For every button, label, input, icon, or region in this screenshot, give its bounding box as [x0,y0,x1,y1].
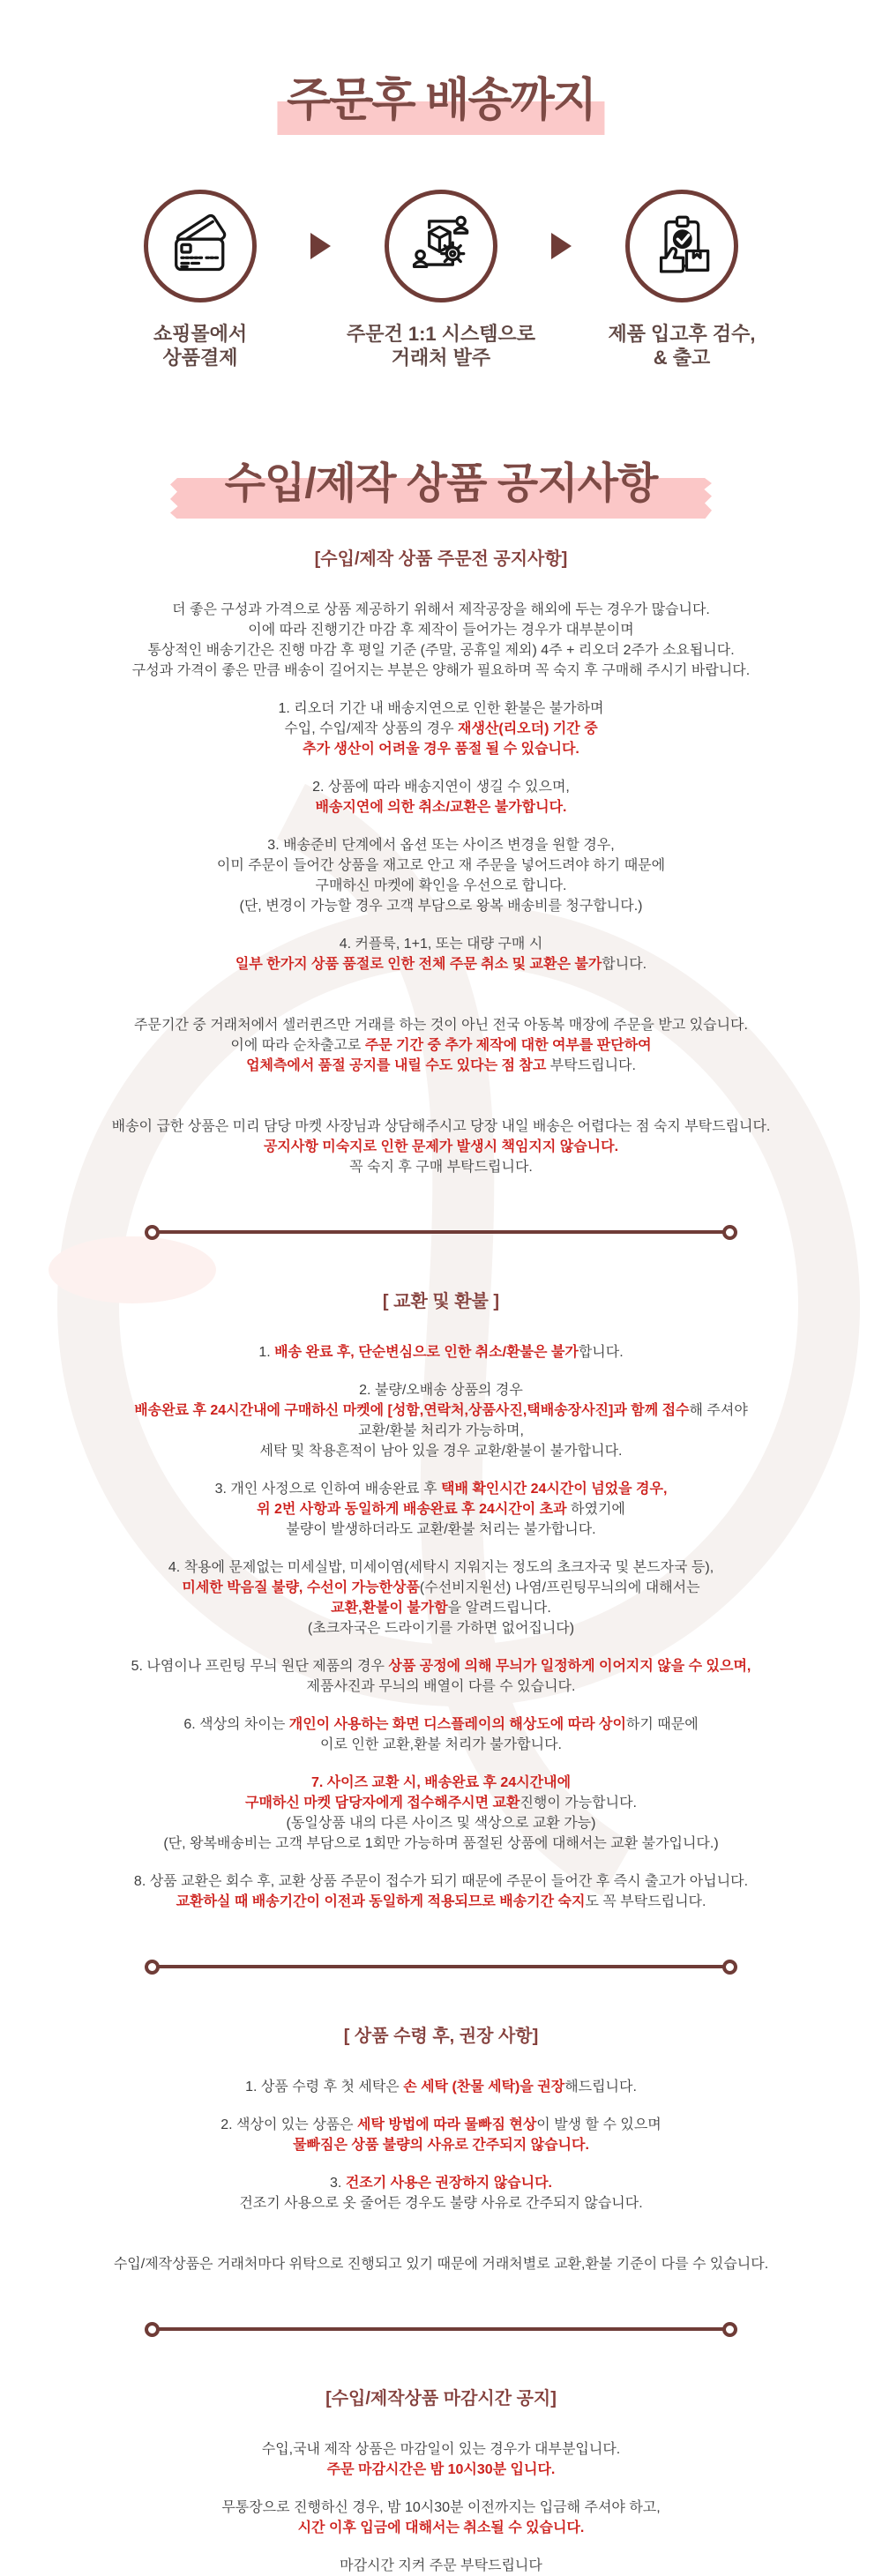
text-line [0,2135,882,2155]
text-line [0,954,882,974]
text-segment: 이에 따라 진행기간 마감 후 제작이 들어가는 경우가 대부분이며 [248,622,634,638]
divider-line [158,2327,724,2331]
text-segment: 상품 공정에 의해 무늬가 일정하게 이어지지 않을 수 있으며, [388,1658,751,1674]
text-line [0,1676,882,1697]
step-caption [608,322,755,370]
text-line [0,2173,882,2193]
text-segment: 구성과 가격이 좋은 만큼 배송이 길어지는 부분은 양해가 필요하며 꼭 숙지 후 구매해 주시기 바랍니다. [131,662,751,678]
text-segment: 이미 주문이 들어간 상품을 재고로 안고 재 주문을 넣어드려야 하기 때문에 [216,857,666,873]
text-line [0,1813,882,1833]
text-segment: 5. 나염이나 프린팅 무늬 원단 제품의 경우 [131,1658,389,1674]
text-segment: 재생산(리오더) 기간 중 [458,721,598,736]
text-segment: 7. 사이즈 교환 시, 배송완료 후 24시간내에 [310,1774,572,1790]
section-divider [145,2322,737,2337]
text-line [0,1499,882,1519]
notice-item [0,2115,882,2155]
notice-item [0,835,882,916]
text-line [0,1400,882,1421]
text-segment: 구매하신 마켓에 확인을 우선으로 합니다. [315,877,567,893]
process-step-inspection [572,190,792,370]
notice-item [0,777,882,818]
divider-ring-icon [722,1225,737,1240]
arrow-right-icon [551,233,572,259]
text-line [0,2460,882,2480]
divider-ring-icon [722,1960,737,1975]
text-segment: (초크자국은 드라이기를 가하면 없어집니다) [307,1620,575,1636]
notice-paragraph [0,2498,882,2538]
text-line [0,698,882,719]
notice-paragraph [0,2254,882,2274]
text-segment: 미세한 박음질 불량, 수선이 가능한상품 [182,1579,420,1595]
text-line [0,1598,882,1618]
text-line [0,835,882,855]
text-segment: 교환,환불이 불가함 [331,1600,448,1616]
text-segment: 해드립니다. [564,2079,637,2094]
text-segment: 3. 배송준비 단계에서 옵션 또는 사이즈 변경을 원할 경우, [267,837,615,853]
text-segment: 꼭 숙지 후 구매 부탁드립니다. [349,1159,533,1175]
text-segment: 배송이 급한 상품은 미리 담당 마켓 사장님과 상담해주시고 당장 내일 배송은 어렵다는 점 숙지 부탁드립니다. [111,1118,771,1134]
text-segment: 2. 상품에 따라 배송지연이 생길 수 있으며, [312,779,570,795]
process-step-order-system [331,190,551,370]
text-line [0,777,882,797]
notice-item [0,1656,882,1697]
order-process-row [0,190,882,370]
text-line [0,2439,882,2460]
divider-line [158,1965,724,1968]
section-header: [ 상품 수령 후, 권장 사항] [343,2026,539,2046]
section-after-receipt [0,2026,882,2274]
text-line [0,797,882,818]
text-line [0,1793,882,1813]
closing-line [0,2556,882,2576]
notice-paragraph [0,1015,882,1076]
text-segment: 1. [258,1344,275,1360]
text-line [0,2518,882,2538]
text-line [0,1015,882,1035]
section-exchange-refund [0,1291,882,1912]
text-line [0,1519,882,1540]
text-segment: 이 발생 할 수 있으며 [536,2117,662,2132]
text-segment: 4. 착용에 문제없는 미세실밥, 미세이염(세탁시 지워지는 정도의 초크자국 및 본드자국 등), [168,1559,714,1575]
notice-banner [225,461,658,508]
text-line [0,1157,882,1177]
text-segment: 을 알려드립니다. [447,1600,551,1616]
text-segment: 불량이 발생하더라도 교환/환불 처리는 불가합니다. [286,1521,596,1537]
notice-item [0,2077,882,2097]
notice-item [0,1871,882,1912]
text-segment: 위 2번 사항과 동일하게 배송완료 후 24시간이 초과 [257,1501,572,1517]
text-segment: 물빠짐은 상품 불량의 사유로 간주되지 않습니다. [293,2137,589,2153]
text-segment: 교환/환불 처리가 가능하며, [358,1422,524,1438]
text-line [0,855,882,876]
text-segment: 주문 마감시간은 밤 10시30분 입니다. [326,2461,556,2477]
text-segment: 업체측에서 품절 공지를 내릴 수도 있다는 점 참고 [246,1057,550,1073]
text-segment: 합니다. [602,956,647,972]
notice-paragraph [0,1116,882,1177]
text-line [0,1116,882,1137]
text-line [0,1773,882,1793]
text-line [0,1035,882,1056]
text-segment: 4. 커플룩, 1+1, 또는 대량 구매 시 [339,936,543,952]
text-segment: 2. 불량/오배송 상품의 경우 [359,1382,523,1398]
notice-paragraph [0,600,882,681]
text-line [0,1380,882,1400]
text-line [0,2498,882,2518]
text-segment: 건조기 사용으로 옷 줄어든 경우도 불량 사유로 간주되지 않습니다. [239,2195,643,2211]
step-caption-line: 주문건 1:1 시스템으로 [346,323,536,346]
text-segment: 추가 생산이 어려울 경우 품절 될 수 있습니다. [303,741,579,757]
text-segment: 수입,국내 제작 상품은 마감일이 있는 경우가 대부분입니다. [261,2441,621,2457]
text-segment: 3. 개인 사정으로 인하여 배송완료 후 [214,1481,441,1497]
text-segment: 건조기 사용은 권장하지 않습니다. [345,2175,552,2191]
text-line [0,640,882,661]
notice-paragraph [0,2439,882,2480]
text-segment: (동일상품 내의 다른 사이즈 및 색상으로 교환 가능) [286,1815,596,1831]
step-caption [153,322,247,370]
text-line [0,1871,882,1892]
text-segment: (단, 왕복배송비는 고객 부담으로 1회만 가능하며 품절된 상품에 대해서는 교환 불가입니다.) [163,1835,719,1851]
text-line [0,1714,882,1735]
order-system-icon [385,190,497,302]
text-line [0,1137,882,1157]
text-segment: 무통장으로 진행하신 경우, 밤 10시30분 이전까지는 입금해 주셔야 하고, [221,2499,661,2515]
text-segment: 통상적인 배송기간은 진행 마감 후 평일 기준 (주말, 공휴일 제외) 4주 + 리오더 2주가 소요됩니다. [147,642,735,658]
text-segment: 일부 한가지 상품 품절로 인한 전체 주문 취소 및 교환은 불가 [235,956,602,972]
process-step-payment [90,190,310,370]
text-segment: (수선비지원선) 나염/프린팅무늬의에 대해서는 [419,1579,700,1595]
step-caption-line: & 출고 [653,347,711,370]
text-segment: 구매하신 마켓 담당자에게 접수해주시면 교환 [245,1795,520,1811]
text-line [0,1557,882,1578]
text-segment: 더 좋은 구성과 가격으로 상품 제공하기 위해서 제작공장을 해외에 두는 경우가 많습니다. [172,601,710,617]
text-line [0,2077,882,2097]
text-segment: 손 세탁 (찬물 세탁)을 권장 [403,2079,565,2094]
text-line [0,1342,882,1363]
arrow-right-icon [310,233,331,259]
text-segment: 교환하실 때 배송기간이 이전과 동일하게 적용되므로 배송기간 숙지 [176,1893,586,1909]
text-segment: 이에 따라 순차출고로 [230,1037,365,1053]
text-line [0,1056,882,1076]
section-divider [145,1960,737,1975]
section-header: [ 교환 및 환불 ] [382,1291,500,1311]
text-line [0,1618,882,1639]
text-segment: 이로 인한 교환,환불 처리가 불가합니다. [320,1736,562,1752]
text-line [0,2193,882,2214]
text-segment: 진행이 가능합니다. [519,1795,637,1811]
text-segment: 3. [330,2175,346,2191]
step-caption-line: 거래처 발주 [391,347,491,370]
text-line [0,2254,882,2274]
section-header: [수입/제작 상품 주문전 공지사항] [314,549,568,569]
text-segment: 시간 이후 입금에 대해서는 취소될 수 있습니다. [297,2520,585,2535]
text-line [0,2556,882,2576]
text-segment: 도 꼭 부탁드립니다. [585,1893,706,1909]
notice-item [0,698,882,759]
text-line [0,1892,882,1912]
text-line [0,1421,882,1441]
notice-item [0,1557,882,1639]
text-line [0,1441,882,1461]
page-title [287,76,595,126]
divider-ring-icon [722,2322,737,2337]
text-segment: 하기 때문에 [625,1716,699,1732]
text-segment: 세탁 방법에 따라 물빠짐 현상 [357,2117,537,2132]
text-segment: 배송완료 후 24시간내에 구매하신 마켓에 [성함,연락처,상품사진,택배송장사진]과 함께 접수 [134,1402,690,1418]
notice-item [0,2173,882,2214]
text-segment: 세탁 및 착용흔적이 남아 있을 경우 교환/환불이 불가합니다. [259,1443,623,1459]
notice-item [0,934,882,974]
page-title-text: 주문후 배송까지 [286,75,596,126]
text-line [0,661,882,681]
text-line [0,1656,882,1676]
inspection-shipping-icon [625,190,738,302]
text-segment: 택배 확인시간 24시간이 넘었을 경우, [440,1481,668,1497]
notice-item [0,1380,882,1461]
step-caption-line: 제품 입고후 검수, [608,323,756,346]
section-deadline-notice [0,2388,882,2576]
divider-line [158,1230,724,1234]
text-segment: 개인이 사용하는 화면 디스플레이의 해상도에 따라 상이 [288,1716,626,1732]
text-segment: 주문 기간 중 추가 제작에 대한 여부를 판단하여 [364,1037,652,1053]
text-segment: 합니다. [578,1344,624,1360]
text-line [0,934,882,954]
text-line [0,739,882,759]
text-segment: 6. 색상의 차이는 [183,1716,289,1732]
text-line [0,620,882,640]
section-divider [145,1225,737,1240]
notice-item [0,1479,882,1540]
text-segment: 수입, 수입/제작 상품의 경우 [284,721,459,736]
text-line [0,876,882,896]
section-pre-order-notice [0,549,882,1177]
text-line [0,896,882,916]
banner-title-text: 수입/제작 상품 공지사항 [224,460,658,508]
text-segment: 해 주셔야 [689,1402,748,1418]
step-caption-line: 상품결제 [162,347,238,370]
section-header: [수입/제작상품 마감시간 공지] [325,2388,557,2408]
text-line [0,1833,882,1854]
text-segment: 제품사진과 무늬의 배열이 다를 수 있습니다. [306,1678,576,1694]
text-segment: 배송 완료 후, 단순변심으로 인한 취소/환불은 불가 [274,1344,579,1360]
text-segment: 8. 상품 교환은 회수 후, 교환 상품 주문이 접수가 되기 때문에 주문이 들어간 후 즉시 출고가 아닙니다. [133,1873,749,1889]
text-segment: 공지사항 미숙지로 인한 문제가 발생시 책임지지 않습니다. [263,1139,619,1154]
text-segment: (단, 변경이 가능할 경우 고객 부담으로 왕복 배송비를 청구합니다.) [239,898,643,914]
text-segment: 배송지연에 의한 취소/교환은 불가합니다. [315,799,567,815]
text-line [0,600,882,620]
notice-item [0,1714,882,1755]
text-line [0,1479,882,1499]
step-caption-line: 쇼핑몰에서 [153,323,248,346]
step-caption [347,322,535,370]
text-segment: 하였기에 [571,1501,625,1517]
text-segment: 수입/제작상품은 거래처마다 위탁으로 진행되고 있기 때문에 거래처별로 교환,환불 기준이 다를 수 있습니다. [113,2256,769,2272]
text-segment: 1. 상품 수령 후 첫 세탁은 [245,2079,404,2094]
text-segment: 주문기간 중 거래처에서 셀러퀸즈만 거래를 하는 것이 아닌 전국 아동복 매장에 주문을 받고 있습니다. [134,1017,748,1033]
text-line [0,2115,882,2135]
text-segment: 마감시간 지켜 주문 부탁드립니다 [340,2557,542,2573]
credit-cards-icon [144,190,257,302]
text-line [0,1735,882,1755]
text-line [0,1578,882,1598]
text-segment: 2. 색상이 있는 상품은 [220,2117,358,2132]
text-segment: 1. 리오더 기간 내 배송지연으로 인한 환불은 불가하며 [278,700,604,716]
notice-item [0,1773,882,1854]
text-segment: 부탁드립니다. [549,1057,636,1073]
notice-item [0,1342,882,1363]
text-line [0,719,882,739]
